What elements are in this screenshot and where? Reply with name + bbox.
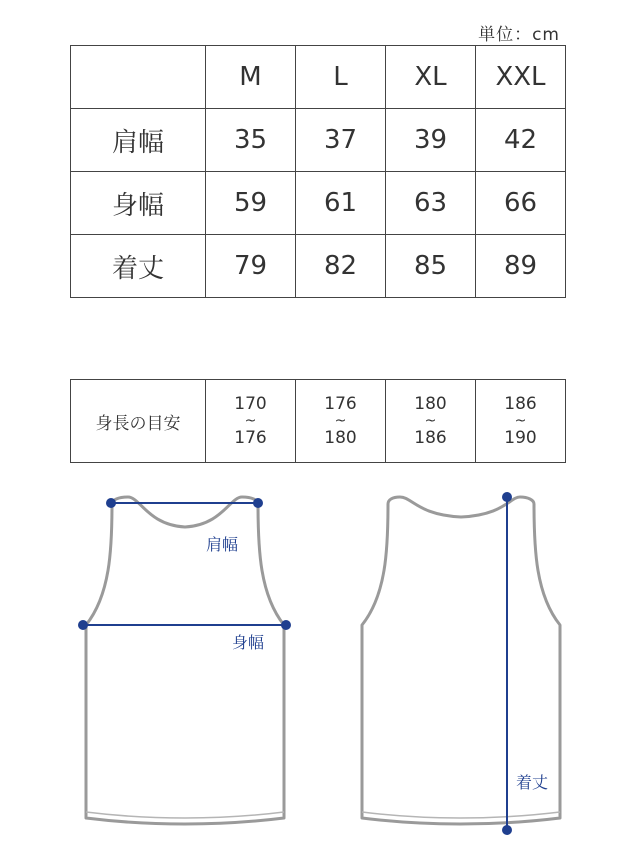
chest-measure-end-dot bbox=[281, 620, 291, 630]
height-from: 186 bbox=[504, 394, 537, 414]
height-from: 176 bbox=[324, 394, 357, 414]
cell-shoulder-l: 37 bbox=[296, 109, 386, 172]
cell-length-l: 82 bbox=[296, 235, 386, 298]
row-label-shoulder: 肩幅 bbox=[71, 109, 206, 172]
height-sep: ~ bbox=[424, 413, 437, 429]
size-header-l: L bbox=[296, 46, 386, 109]
height-guide-label: 身長の目安 bbox=[71, 380, 206, 463]
height-from: 170 bbox=[234, 394, 267, 414]
height-range-xl bbox=[386, 380, 476, 463]
height-from: 180 bbox=[414, 394, 447, 414]
row-label-length: 着丈 bbox=[71, 235, 206, 298]
height-range-m bbox=[206, 380, 296, 463]
cell-chest-m: 59 bbox=[206, 172, 296, 235]
height-guide-row bbox=[71, 380, 566, 463]
size-header-m: M bbox=[206, 46, 296, 109]
size-row-chest bbox=[71, 172, 566, 235]
size-table bbox=[70, 45, 566, 298]
size-row-length bbox=[71, 235, 566, 298]
chest-measure-start-dot bbox=[78, 620, 88, 630]
cell-length-xl: 85 bbox=[386, 235, 476, 298]
length-label: 着丈 bbox=[516, 773, 549, 792]
row-label-chest: 身幅 bbox=[71, 172, 206, 235]
chest-label: 身幅 bbox=[232, 633, 265, 652]
height-to: 186 bbox=[414, 428, 447, 448]
tank-top-front-outline bbox=[86, 497, 284, 824]
unit-label: 単位：cm bbox=[478, 25, 560, 45]
cell-chest-xl: 63 bbox=[386, 172, 476, 235]
cell-chest-l: 61 bbox=[296, 172, 386, 235]
cell-chest-xxl: 66 bbox=[476, 172, 566, 235]
size-row-shoulder bbox=[71, 109, 566, 172]
size-corner-cell bbox=[71, 46, 206, 109]
height-range-xxl bbox=[476, 380, 566, 463]
shoulder-measure-start-dot bbox=[106, 498, 116, 508]
cell-length-xxl: 89 bbox=[476, 235, 566, 298]
cell-shoulder-m: 35 bbox=[206, 109, 296, 172]
shoulder-measure-end-dot bbox=[253, 498, 263, 508]
height-guide-table bbox=[70, 379, 566, 463]
length-measure-bottom-dot bbox=[502, 825, 512, 835]
height-sep: ~ bbox=[334, 413, 347, 429]
height-sep: ~ bbox=[244, 413, 257, 429]
size-header-row bbox=[71, 46, 566, 109]
height-to: 190 bbox=[504, 428, 537, 448]
height-sep: ~ bbox=[514, 413, 527, 429]
shoulder-label: 肩幅 bbox=[206, 535, 239, 554]
height-to: 176 bbox=[234, 428, 267, 448]
size-header-xl: XL bbox=[386, 46, 476, 109]
height-to: 180 bbox=[324, 428, 357, 448]
length-measure-top-dot bbox=[502, 492, 512, 502]
height-range-l bbox=[296, 380, 386, 463]
cell-shoulder-xxl: 42 bbox=[476, 109, 566, 172]
cell-shoulder-xl: 39 bbox=[386, 109, 476, 172]
tank-top-diagram bbox=[0, 470, 640, 850]
size-header-xxl: XXL bbox=[476, 46, 566, 109]
cell-length-m: 79 bbox=[206, 235, 296, 298]
